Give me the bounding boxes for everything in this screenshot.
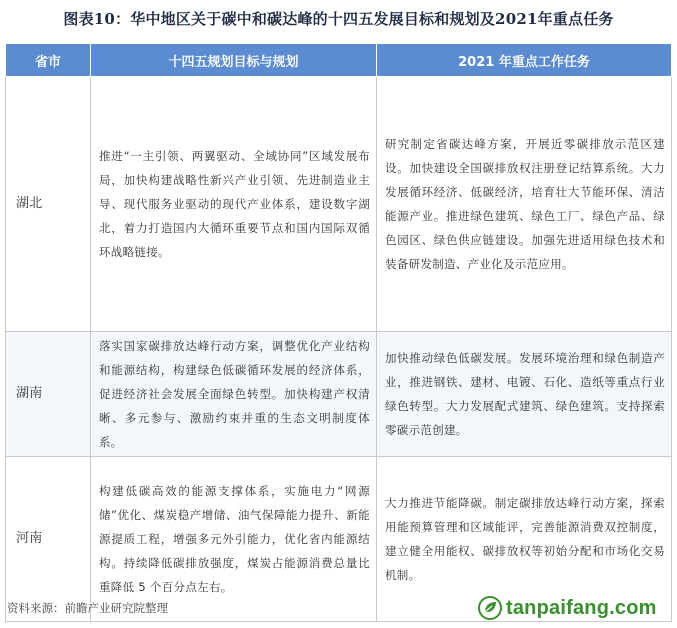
tasks-cell: 大力推进节能降碳。制定碳排放达峰行动方案，探索用能预算管理和区域能评，完善能源消费双控制度，建立健全用能权、碳排放权等初始分配和市场化交易机制。 xyxy=(377,457,672,622)
header-plan: 十四五规划目标与规划 xyxy=(91,44,377,77)
plan-cell: 推进“一主引领、两翼驱动、全域协同”区域发展布局，加快构建战略性新兴产业引领、先进制造业主导、现代服务业驱动的现代产业体系，建设数字湖北，着力打造国内大循环重要节点和国内国际双循环战略链接。 xyxy=(91,77,377,332)
table-row xyxy=(6,332,672,457)
logo-text: tanpaifang.com xyxy=(506,596,657,619)
province-cell: 河南 xyxy=(6,457,91,622)
page-title: 图表10：华中地区关于碳中和碳达峰的十四五发展目标和规划及2021年重点任务 xyxy=(63,10,614,28)
tasks-cell: 研究制定省碳达峰方案，开展近零碳排放示范区建设。加快建设全国碳排放权注册登记结算系统。大力发展循环经济、低碳经济，培育壮大节能环保、清洁能源产业。推进绿色建筑、绿色工厂、绿色产品、绿色园区、绿色供应链建设。加强先进适用绿色技术和装备研发制造、产业化及示范应用。 xyxy=(377,77,672,332)
plan-cell: 构建低碳高效的能源支撑体系，实施电力“网源储”优化、煤炭稳产增储、油气保障能力提升、新能源提质工程，增强多元外引能力，优化省内能源结构。持续降低碳排放强度，煤炭占能源消费总量比重降低 5 个百分点左右。 xyxy=(91,457,377,622)
table-header-row xyxy=(6,44,672,77)
tasks-cell: 加快推动绿色低碳发展。发展环境治理和绿色制造产业，推进钢铁、建材、电镀、石化、造纸等重点行业绿色转型。大力发展配式建筑、绿色建筑。支持探索零碳示范创建。 xyxy=(377,332,672,457)
site-logo[interactable] xyxy=(478,594,657,622)
source-note: 资料来源：前瞻产业研究院整理 xyxy=(7,601,168,615)
header-province: 省市 xyxy=(6,44,91,77)
province-cell: 湖南 xyxy=(6,332,91,457)
province-cell: 湖北 xyxy=(6,77,91,332)
leaf-circle-icon xyxy=(478,596,502,620)
data-table xyxy=(5,43,672,622)
table-row xyxy=(6,77,672,332)
header-tasks: 2021 年重点工作任务 xyxy=(377,44,672,77)
plan-cell: 落实国家碳排放达峰行动方案，调整优化产业结构和能源结构，构建绿色低碳循环发展的经济体系，促进经济社会发展全面绿色转型。加快构建产权清晰、多元参与、激励约束并重的生态文明制度体系。 xyxy=(91,332,377,457)
